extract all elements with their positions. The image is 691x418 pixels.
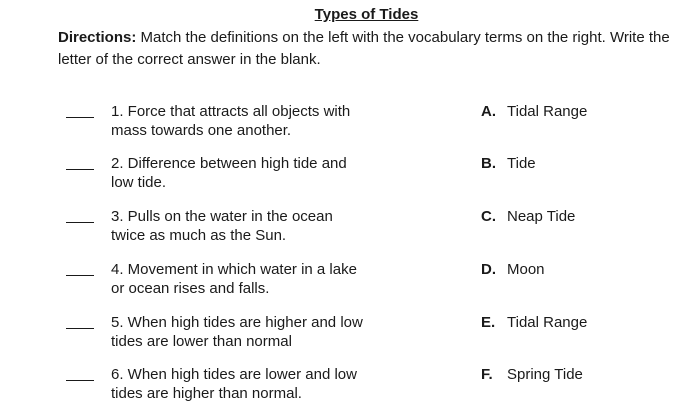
question-row-4 xyxy=(0,260,691,304)
term-text-e: Tidal Range xyxy=(507,314,588,331)
term-letter-f: F. xyxy=(481,366,493,383)
directions xyxy=(58,27,678,71)
term-letter-b: B. xyxy=(481,155,496,172)
definition-5: 5. When high tides are higher and low tides are lower than normal xyxy=(111,314,363,350)
question-row-3 xyxy=(0,207,691,251)
definition-1: 1. Force that attracts all objects with mass towards one another. xyxy=(111,103,351,139)
term-letter-e: E. xyxy=(481,314,496,331)
term-c xyxy=(481,207,575,226)
term-text-d: Moon xyxy=(507,261,545,278)
term-e xyxy=(481,313,587,332)
definition-3: 3. Pulls on the water in the ocean twice as much as the Sun. xyxy=(111,208,333,244)
question-row-2 xyxy=(0,154,691,198)
question-row-6 xyxy=(0,365,691,409)
directions-label: Directions: xyxy=(58,29,137,46)
answer-blank-2[interactable] xyxy=(66,169,94,170)
term-letter-d: D. xyxy=(481,261,496,278)
answer-blank-4[interactable] xyxy=(66,275,94,276)
definition-6: 6. When high tides are lower and low tides are higher than normal. xyxy=(111,366,357,402)
term-b xyxy=(481,154,536,173)
answer-blank-6[interactable] xyxy=(66,380,94,381)
question-row-1 xyxy=(0,102,691,146)
answer-blank-5[interactable] xyxy=(66,328,94,329)
term-letter-a: A. xyxy=(481,103,496,120)
term-text-c: Neap Tide xyxy=(507,208,576,225)
term-a xyxy=(481,102,587,121)
term-d xyxy=(481,260,545,279)
definition-2: 2. Difference between high tide and low tide. xyxy=(111,155,347,191)
term-f xyxy=(481,365,583,384)
directions-text: Match the definitions on the left with the vocabulary terms on the right. Write the letter of the correct answer in the blank. xyxy=(58,29,670,68)
answer-blank-3[interactable] xyxy=(66,222,94,223)
question-row-5 xyxy=(0,313,691,357)
term-text-b: Tide xyxy=(507,155,536,172)
answer-blank-1[interactable] xyxy=(66,117,94,118)
definition-4: 4. Movement in which water in a lake or ocean rises and falls. xyxy=(111,261,357,297)
page-title: Types of Tides xyxy=(314,6,419,23)
term-letter-c: C. xyxy=(481,208,496,225)
term-text-f: Spring Tide xyxy=(507,366,583,383)
term-text-a: Tidal Range xyxy=(507,103,588,120)
